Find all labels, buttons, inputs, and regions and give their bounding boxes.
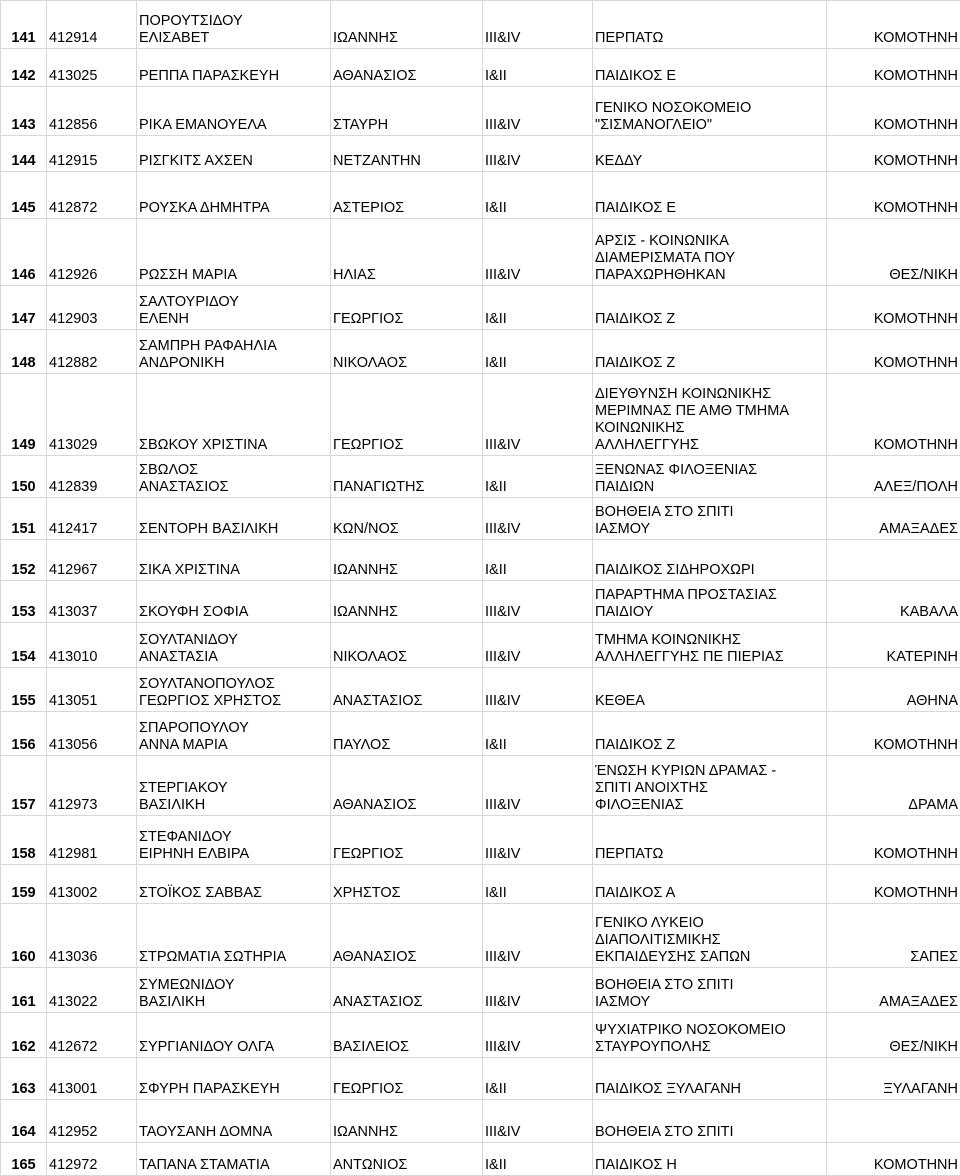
- table-cell-name: ΣΚΟΥΦΗ ΣΟΦΙΑ: [137, 581, 331, 623]
- table-cell-placement: ΠΑΙΔΙΚΟΣ Ε: [593, 49, 827, 87]
- table-cell-id: 412882: [47, 329, 137, 373]
- table-row: [1, 1100, 960, 1143]
- table-cell-number: 162: [1, 1012, 47, 1057]
- table-cell-number: 141: [1, 1, 47, 49]
- table-row: [1, 1143, 960, 1176]
- table-cell-category: I&II: [483, 864, 593, 903]
- table-cell-placement: ΨΥΧΙΑΤΡΙΚΟ ΝΟΣΟΚΟΜΕΙΟ ΣΤΑΥΡΟΥΠΟΛΗΣ: [593, 1012, 827, 1057]
- table-cell-id: 413025: [47, 49, 137, 87]
- table-cell-number: 153: [1, 581, 47, 623]
- table-cell-number: 148: [1, 329, 47, 373]
- table-cell-father-name: ΒΑΣΙΛΕΙΟΣ: [331, 1012, 483, 1057]
- table-cell-name: ΣΦΥΡΗ ΠΑΡΑΣΚΕΥΗ: [137, 1058, 331, 1100]
- table-cell-father-name: ΗΛΙΑΣ: [331, 218, 483, 285]
- table-cell-category: I&II: [483, 1143, 593, 1176]
- table-cell-number: 146: [1, 218, 47, 285]
- table-cell-father-name: ΙΩΑΝΝΗΣ: [331, 1, 483, 49]
- table-cell-father-name: ΓΕΩΡΓΙΟΣ: [331, 1058, 483, 1100]
- table-cell-number: 145: [1, 172, 47, 218]
- table-cell-city: ΚΟΜΟΤΗΝΗ: [827, 1143, 960, 1176]
- table-cell-id: 413002: [47, 864, 137, 903]
- table-cell-id: 412417: [47, 498, 137, 540]
- table-cell-father-name: ΝΙΚΟΛΑΟΣ: [331, 623, 483, 668]
- table-cell-placement: ΠΑΙΔΙΚΟΣ ΞΥΛΑΓΑΝΗ: [593, 1058, 827, 1100]
- table-cell-city: ΘΕΣ/ΝΙΚΗ: [827, 218, 960, 285]
- table-row: [1, 1058, 960, 1100]
- table-cell-city: ΚΟΜΟΤΗΝΗ: [827, 816, 960, 864]
- table-cell-father-name: ΓΕΩΡΓΙΟΣ: [331, 285, 483, 329]
- table-cell-father-name: ΑΝΤΩΝΙΟΣ: [331, 1143, 483, 1176]
- table-cell-number: 143: [1, 87, 47, 135]
- table-cell-category: III&IV: [483, 816, 593, 864]
- table-cell-number: 164: [1, 1100, 47, 1143]
- table-cell-id: 412903: [47, 285, 137, 329]
- table-cell-category: I&II: [483, 329, 593, 373]
- table-cell-city: ΘΕΣ/ΝΙΚΗ: [827, 1012, 960, 1057]
- table-cell-category: I&II: [483, 285, 593, 329]
- table-cell-name: ΣΟΥΛΤΑΝΟΠΟΥΛΟΣ ΓΕΩΡΓΙΟΣ ΧΡΗΣΤΟΣ: [137, 668, 331, 712]
- table-row: [1, 1, 960, 49]
- table-row: [1, 285, 960, 329]
- table-cell-id: 412926: [47, 218, 137, 285]
- table-cell-name: ΣΤΟΪΚΟΣ ΣΑΒΒΑΣ: [137, 864, 331, 903]
- table-row: [1, 540, 960, 581]
- table-cell-name: ΣΤΡΩΜΑΤΙΑ ΣΩΤΗΡΙΑ: [137, 903, 331, 967]
- table-cell-id: 412856: [47, 87, 137, 135]
- table-cell-placement: ΤΜΗΜΑ ΚΟΙΝΩΝΙΚΗΣ ΑΛΛΗΛΕΓΓΥΗΣ ΠΕ ΠΙΕΡΙΑΣ: [593, 623, 827, 668]
- table-cell-number: 152: [1, 540, 47, 581]
- table-row: [1, 498, 960, 540]
- table-cell-city: ΚΑΤΕΡΙΝΗ: [827, 623, 960, 668]
- table-cell-number: 163: [1, 1058, 47, 1100]
- table-cell-father-name: ΑΘΑΝΑΣΙΟΣ: [331, 903, 483, 967]
- table-cell-placement: ΠΑΙΔΙΚΟΣ Α: [593, 864, 827, 903]
- table-cell-city: ΚΟΜΟΤΗΝΗ: [827, 172, 960, 218]
- table-cell-number: 160: [1, 903, 47, 967]
- table-cell-number: 151: [1, 498, 47, 540]
- table-cell-placement: ΠΑΙΔΙΚΟΣ ΣΙΔΗΡΟΧΩΡΙ: [593, 540, 827, 581]
- table-cell-father-name: ΣΤΑΥΡΗ: [331, 87, 483, 135]
- table-row: [1, 668, 960, 712]
- table-cell-number: 150: [1, 456, 47, 498]
- table-cell-id: 412973: [47, 755, 137, 816]
- table-cell-city: ΚΟΜΟΤΗΝΗ: [827, 49, 960, 87]
- table-row: [1, 135, 960, 172]
- table-row: [1, 87, 960, 135]
- table-cell-placement: ΠΑΙΔΙΚΟΣ Ζ: [593, 329, 827, 373]
- table-cell-id: 413036: [47, 903, 137, 967]
- table-cell-city: ΣΑΠΕΣ: [827, 903, 960, 967]
- table-cell-city: ΚΟΜΟΤΗΝΗ: [827, 374, 960, 456]
- table-cell-father-name: ΑΝΑΣΤΑΣΙΟΣ: [331, 967, 483, 1012]
- table-cell-number: 144: [1, 135, 47, 172]
- table-row: [1, 49, 960, 87]
- table-cell-placement: ΔΙΕΥΘΥΝΣΗ ΚΟΙΝΩΝΙΚΗΣ ΜΕΡΙΜΝΑΣ ΠΕ ΑΜΘ ΤΜΗΜΑ ΚΟΙΝΩΝΙΚΗΣ ΑΛΛΗΛΕΓΓΥΗΣ: [593, 374, 827, 456]
- table-cell-number: 156: [1, 712, 47, 755]
- table-cell-city: ΔΡΑΜΑ: [827, 755, 960, 816]
- table-cell-name: ΤΑΠΑΝΑ ΣΤΑΜΑΤΙΑ: [137, 1143, 331, 1176]
- table-cell-name: ΣΥΡΓΙΑΝΙΔΟΥ ΟΛΓΑ: [137, 1012, 331, 1057]
- table-cell-category: III&IV: [483, 218, 593, 285]
- table-cell-category: I&II: [483, 172, 593, 218]
- table-cell-name: ΣΟΥΛΤΑΝΙΔΟΥ ΑΝΑΣΤΑΣΙΑ: [137, 623, 331, 668]
- table-cell-father-name: ΙΩΑΝΝΗΣ: [331, 540, 483, 581]
- table-cell-id: 412981: [47, 816, 137, 864]
- table-cell-father-name: ΧΡΗΣΤΟΣ: [331, 864, 483, 903]
- table-cell-father-name: ΑΝΑΣΤΑΣΙΟΣ: [331, 668, 483, 712]
- table-row: [1, 374, 960, 456]
- table-cell-number: 157: [1, 755, 47, 816]
- table-cell-category: III&IV: [483, 623, 593, 668]
- table-cell-father-name: ΑΘΑΝΑΣΙΟΣ: [331, 49, 483, 87]
- table-cell-number: 165: [1, 1143, 47, 1176]
- table-cell-name: ΣΤΕΡΓΙΑΚΟΥ ΒΑΣΙΛΙΚΗ: [137, 755, 331, 816]
- table-cell-number: 161: [1, 967, 47, 1012]
- table-row: [1, 218, 960, 285]
- table-cell-category: III&IV: [483, 903, 593, 967]
- table-cell-category: III&IV: [483, 755, 593, 816]
- table-cell-name: ΡΟΥΣΚΑ ΔΗΜΗΤΡΑ: [137, 172, 331, 218]
- table-row: [1, 816, 960, 864]
- table-cell-city: ΑΛΕΞ/ΠΟΛΗ: [827, 456, 960, 498]
- table-cell-name: ΣΥΜΕΩΝΙΔΟΥ ΒΑΣΙΛΙΚΗ: [137, 967, 331, 1012]
- table-cell-category: III&IV: [483, 498, 593, 540]
- table-row: [1, 1012, 960, 1057]
- table-cell-number: 155: [1, 668, 47, 712]
- table-cell-id: 412872: [47, 172, 137, 218]
- table-cell-placement: ΚΕΔΔΥ: [593, 135, 827, 172]
- table-row: [1, 623, 960, 668]
- table-cell-id: 413051: [47, 668, 137, 712]
- table-cell-category: III&IV: [483, 87, 593, 135]
- table-cell-name: ΣΙΚΑ ΧΡΙΣΤΙΝΑ: [137, 540, 331, 581]
- table-cell-name: ΣΤΕΦΑΝΙΔΟΥ ΕΙΡΗΝΗ ΕΛΒΙΡΑ: [137, 816, 331, 864]
- table-cell-city: ΑΜΑΞΑΔΕΣ: [827, 498, 960, 540]
- table-cell-number: 142: [1, 49, 47, 87]
- table-cell-father-name: ΑΣΤΕΡΙΟΣ: [331, 172, 483, 218]
- table-cell-id: 412972: [47, 1143, 137, 1176]
- table-cell-id: 412672: [47, 1012, 137, 1057]
- table-cell-category: I&II: [483, 456, 593, 498]
- table-cell-placement: ΒΟΗΘΕΙΑ ΣΤΟ ΣΠΙΤΙ ΙΑΣΜΟΥ: [593, 967, 827, 1012]
- table-cell-id: 413037: [47, 581, 137, 623]
- table-cell-father-name: ΠΑΝΑΓΙΩΤΗΣ: [331, 456, 483, 498]
- table-cell-city: ΚΟΜΟΤΗΝΗ: [827, 135, 960, 172]
- table-cell-city: [827, 540, 960, 581]
- table-row: [1, 456, 960, 498]
- table-cell-name: ΤΑΟΥΣΑΝΗ ΔΟΜΝΑ: [137, 1100, 331, 1143]
- table-cell-id: 412967: [47, 540, 137, 581]
- table-cell-placement: ΒΟΗΘΕΙΑ ΣΤΟ ΣΠΙΤΙ: [593, 1100, 827, 1143]
- table-cell-name: ΡΕΠΠΑ ΠΑΡΑΣΚΕΥΗ: [137, 49, 331, 87]
- table-body: [1, 1, 960, 1176]
- table-cell-placement: ΈΝΩΣΗ ΚΥΡΙΩΝ ΔΡΑΜΑΣ - ΣΠΙΤΙ ΑΝΟΙΧΤΗΣ ΦΙΛΟΞΕΝΙΑΣ: [593, 755, 827, 816]
- table-cell-id: 412915: [47, 135, 137, 172]
- table-cell-placement: ΠΑΙΔΙΚΟΣ Ζ: [593, 712, 827, 755]
- table-cell-category: I&II: [483, 712, 593, 755]
- table-row: [1, 329, 960, 373]
- table-cell-id: 413010: [47, 623, 137, 668]
- table-cell-placement: ΠΑΡΑΡΤΗΜΑ ΠΡΟΣΤΑΣΙΑΣ ΠΑΙΔΙΟΥ: [593, 581, 827, 623]
- table-cell-id: 413022: [47, 967, 137, 1012]
- table-cell-father-name: ΙΩΑΝΝΗΣ: [331, 581, 483, 623]
- table-cell-category: III&IV: [483, 668, 593, 712]
- table-cell-name: ΡΙΣΓΚΙΤΣ ΑΧΣΕΝ: [137, 135, 331, 172]
- table-cell-placement: ΓΕΝΙΚΟ ΝΟΣΟΚΟΜΕΙΟ "ΣΙΣΜΑΝΟΓΛΕΙΟ": [593, 87, 827, 135]
- table-cell-placement: ΓΕΝΙΚΟ ΛΥΚΕΙΟ ΔΙΑΠΟΛΙΤΙΣΜΙΚΗΣ ΕΚΠΑΙΔΕΥΣΗΣ ΣΑΠΩΝ: [593, 903, 827, 967]
- table-cell-name: ΣΑΛΤΟΥΡΙΔΟΥ ΕΛΕΝΗ: [137, 285, 331, 329]
- table-cell-placement: ΠΑΙΔΙΚΟΣ Η: [593, 1143, 827, 1176]
- table-cell-placement: ΚΕΘΕΑ: [593, 668, 827, 712]
- table-row: [1, 712, 960, 755]
- table-cell-name: ΣΒΩΛΟΣ ΑΝΑΣΤΑΣΙΟΣ: [137, 456, 331, 498]
- table-cell-id: 413001: [47, 1058, 137, 1100]
- table-cell-category: III&IV: [483, 1, 593, 49]
- table-cell-id: 412952: [47, 1100, 137, 1143]
- table-cell-category: III&IV: [483, 1100, 593, 1143]
- table-cell-placement: ΑΡΣΙΣ - ΚΟΙΝΩΝΙΚΑ ΔΙΑΜΕΡΙΣΜΑΤΑ ΠΟΥ ΠΑΡΑΧΩΡΗΘΗΚΑΝ: [593, 218, 827, 285]
- table-cell-id: 413056: [47, 712, 137, 755]
- table-cell-placement: ΠΕΡΠΑΤΩ: [593, 1, 827, 49]
- table-cell-city: ΚΟΜΟΤΗΝΗ: [827, 329, 960, 373]
- table-cell-name: ΠΟΡΟΥΤΣΙΔΟΥ ΕΛΙΣΑΒΕΤ: [137, 1, 331, 49]
- table-cell-name: ΡΙΚΑ ΕΜΑΝΟΥΕΛΑ: [137, 87, 331, 135]
- table-row: [1, 755, 960, 816]
- table-cell-category: III&IV: [483, 135, 593, 172]
- table-cell-name: ΣΕΝΤΟΡΗ ΒΑΣΙΛΙΚΗ: [137, 498, 331, 540]
- table-cell-city: ΚΟΜΟΤΗΝΗ: [827, 1, 960, 49]
- table-cell-id: 412839: [47, 456, 137, 498]
- table-cell-category: III&IV: [483, 1012, 593, 1057]
- table-cell-name: ΣΑΜΠΡΗ ΡΑΦΑΗΛΙΑ ΑΝΔΡΟΝΙΚΗ: [137, 329, 331, 373]
- table-cell-placement: ΠΑΙΔΙΚΟΣ Ζ: [593, 285, 827, 329]
- table-cell-number: 154: [1, 623, 47, 668]
- table-cell-category: III&IV: [483, 581, 593, 623]
- table-cell-city: ΑΘΗΝΑ: [827, 668, 960, 712]
- table-row: [1, 903, 960, 967]
- table-cell-id: 412914: [47, 1, 137, 49]
- table-cell-city: ΚΟΜΟΤΗΝΗ: [827, 87, 960, 135]
- table-cell-placement: ΠΕΡΠΑΤΩ: [593, 816, 827, 864]
- table-cell-category: I&II: [483, 49, 593, 87]
- table-cell-father-name: ΝΙΚΟΛΑΟΣ: [331, 329, 483, 373]
- table-cell-father-name: ΓΕΩΡΓΙΟΣ: [331, 374, 483, 456]
- table-cell-number: 159: [1, 864, 47, 903]
- table-row: [1, 864, 960, 903]
- table-cell-category: I&II: [483, 1058, 593, 1100]
- table-cell-father-name: ΓΕΩΡΓΙΟΣ: [331, 816, 483, 864]
- table-cell-father-name: ΙΩΑΝΝΗΣ: [331, 1100, 483, 1143]
- table-cell-city: ΞΥΛΑΓΑΝΗ: [827, 1058, 960, 1100]
- table-cell-category: I&II: [483, 540, 593, 581]
- table-cell-placement: ΠΑΙΔΙΚΟΣ Ε: [593, 172, 827, 218]
- table-cell-number: 158: [1, 816, 47, 864]
- table-cell-father-name: ΑΘΑΝΑΣΙΟΣ: [331, 755, 483, 816]
- table-cell-name: ΡΩΣΣΗ ΜΑΡΙΑ: [137, 218, 331, 285]
- table-cell-city: ΑΜΑΞΑΔΕΣ: [827, 967, 960, 1012]
- table-cell-city: ΚΟΜΟΤΗΝΗ: [827, 285, 960, 329]
- table-cell-city: [827, 1100, 960, 1143]
- table-cell-id: 413029: [47, 374, 137, 456]
- table-cell-city: ΚΑΒΑΛΑ: [827, 581, 960, 623]
- table-cell-city: ΚΟΜΟΤΗΝΗ: [827, 864, 960, 903]
- table-row: [1, 967, 960, 1012]
- table-cell-category: III&IV: [483, 374, 593, 456]
- table-row: [1, 581, 960, 623]
- table-cell-category: III&IV: [483, 967, 593, 1012]
- table-cell-father-name: ΚΩΝ/ΝΟΣ: [331, 498, 483, 540]
- table-cell-name: ΣΠΑΡΟΠΟΥΛΟΥ ΑΝΝΑ ΜΑΡΙΑ: [137, 712, 331, 755]
- table-cell-name: ΣΒΩΚΟΥ ΧΡΙΣΤΙΝΑ: [137, 374, 331, 456]
- table-row: [1, 172, 960, 218]
- table-cell-number: 149: [1, 374, 47, 456]
- table-cell-city: ΚΟΜΟΤΗΝΗ: [827, 712, 960, 755]
- table-cell-number: 147: [1, 285, 47, 329]
- table-cell-father-name: ΝΕΤΖΑΝΤΗΝ: [331, 135, 483, 172]
- table-cell-placement: ΒΟΗΘΕΙΑ ΣΤΟ ΣΠΙΤΙ ΙΑΣΜΟΥ: [593, 498, 827, 540]
- table-cell-father-name: ΠΑΥΛΟΣ: [331, 712, 483, 755]
- table-cell-placement: ΞΕΝΩΝΑΣ ΦΙΛΟΞΕΝΙΑΣ ΠΑΙΔΙΩΝ: [593, 456, 827, 498]
